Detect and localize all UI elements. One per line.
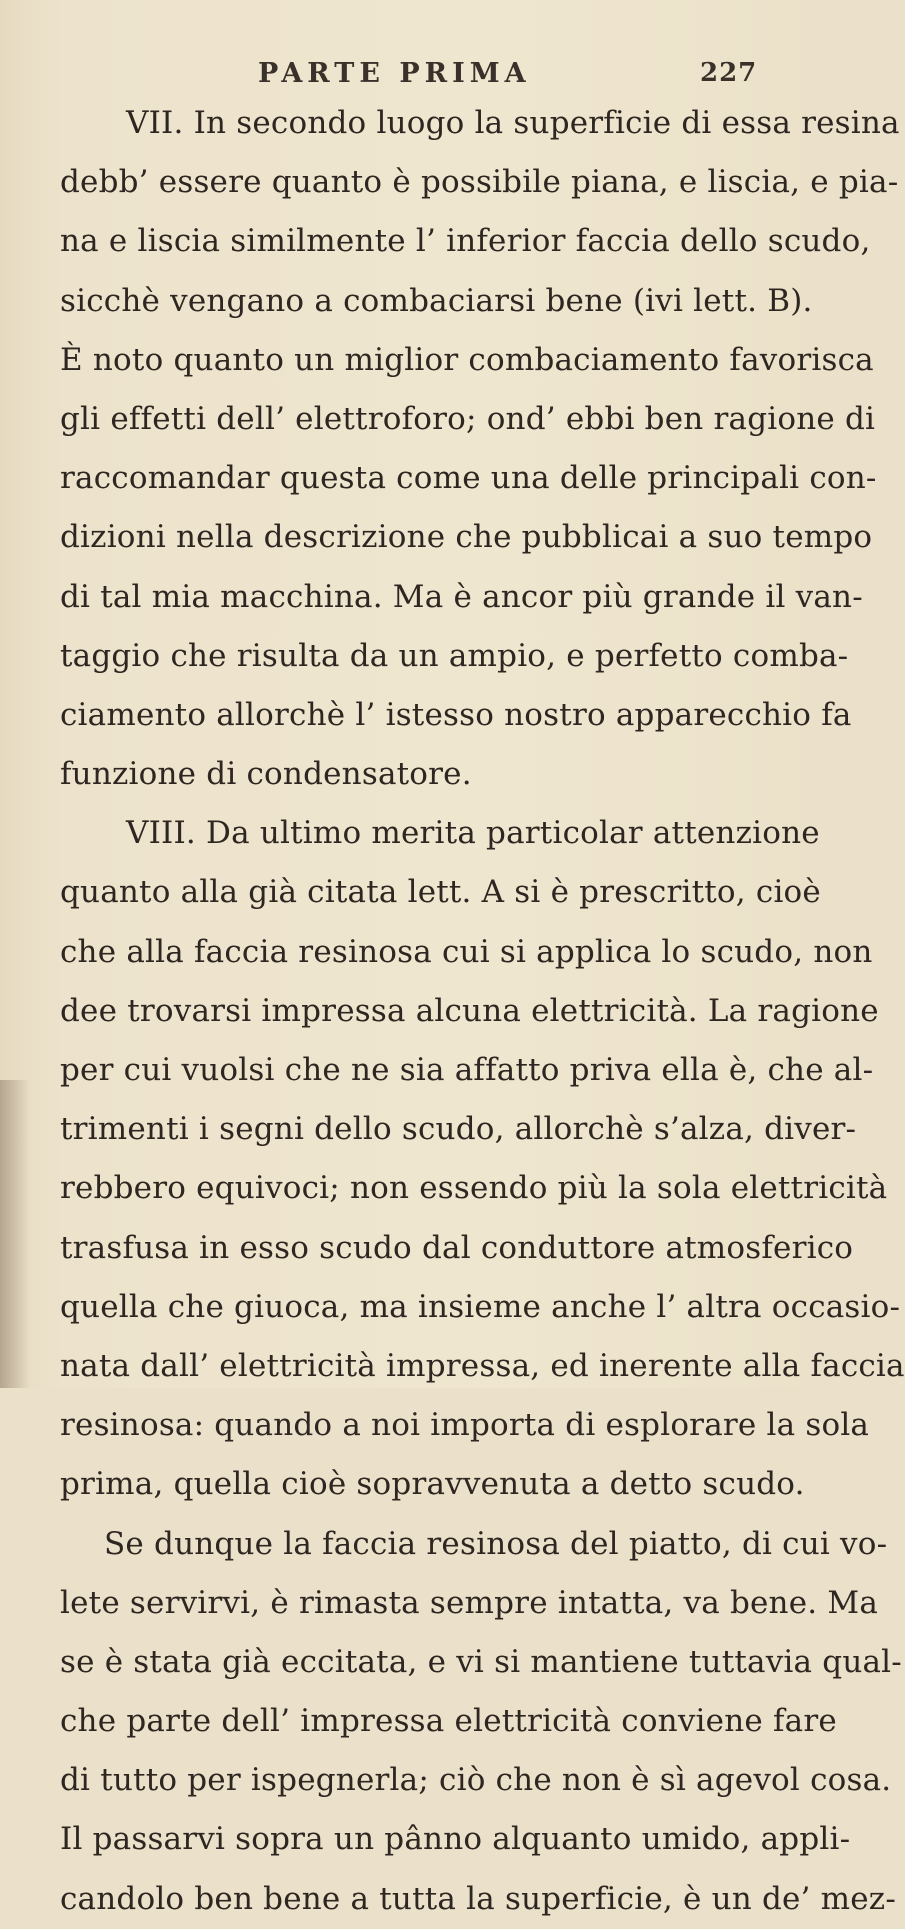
text-line: quanto alla già citata lett. A si è prescritto, cioè [60,874,821,911]
text-line: dee trovarsi impressa alcuna elettricità. La ragione [60,992,879,1029]
text-line: funzione di condensatore. [60,756,472,793]
text-line: Il passarvi sopra un pânno alquanto umido, appli- [60,1821,851,1858]
text-line: che parte dell’ impressa elettricità conviene fare [60,1703,837,1740]
page-edge-shadow [0,1080,30,1388]
text-line: Se dunque la faccia resinosa del piatto, di cui vo- [104,1525,888,1562]
text-line: candolo ben bene a tutta la superficie, è un de’ mez- [60,1880,897,1917]
text-line: resinosa: quando a noi importa di esplorare la sola [60,1407,870,1444]
text-line: di tutto per ispegnerla; ciò che non è sì agevol cosa. [60,1762,892,1799]
running-head: PARTE PRIMA [258,58,531,89]
text-line: ciamento allorchè l’ istesso nostro apparecchio fa [60,696,852,733]
text-line: gli effetti dell’ elettroforo; ond’ ebbi ben ragione di [60,400,876,437]
text-line: na e liscia similmente l’ inferior faccia dello scudo, [60,223,871,260]
text-line: prima, quella cioè sopravvenuta a detto scudo. [60,1466,805,1503]
text-line: nata dall’ elettricità impressa, ed inerente alla faccia [60,1347,905,1384]
text-line: quella che giuoca, ma insieme anche l’ altra occasio- [60,1288,901,1325]
text-line: trasfusa in esso scudo dal conduttore atmosferico [60,1229,854,1266]
page-number: 227 [700,58,758,88]
text-line: trimenti i segni dello scudo, allorchè s’alza, diver- [60,1111,857,1148]
text-line: debb’ essere quanto è possibile piana, e liscia, e pia- [60,164,899,201]
page-header [0,58,800,98]
text-line: dizioni nella descrizione che pubblicai a suo tempo [60,519,873,556]
text-line: taggio che risulta da un ampio, e perfetto comba- [60,637,849,674]
text-line: lete servirvi, è rimasta sempre intatta, va bene. Ma [60,1584,879,1621]
text-line: VIII. Da ultimo merita particolar attenzione [126,815,820,852]
text-line: VII. In secondo luogo la superficie di essa resina [126,105,900,141]
text-line: di tal mia macchina. Ma è ancor più grande il van- [60,578,863,615]
text-line: sicchè vengano a combaciarsi bene (ivi lett. B). [60,282,813,319]
text-line: se è stata già eccitata, e vi si mantiene tuttavia qual- [60,1643,902,1680]
text-line: È noto quanto un miglior combaciamento favorisca [60,341,874,378]
body-text [60,94,905,1929]
text-line: rebbero equivoci; non essendo più la sola elettricità [60,1170,888,1207]
text-line: raccomandar questa come una delle principali con- [60,460,877,497]
text-line: per cui vuolsi che ne sia affatto priva ella è, che al- [60,1052,874,1088]
text-line: che alla faccia resinosa cui si applica lo scudo, non [60,933,873,970]
